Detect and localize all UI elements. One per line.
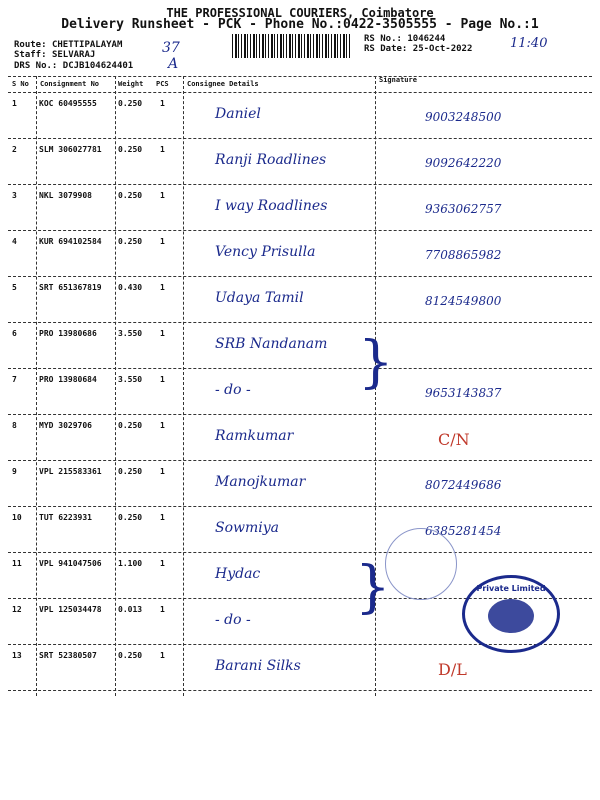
row-pcs: 1 [160,99,165,108]
staff-line [14,50,95,60]
row-divider [8,460,592,461]
row-consignee-name: Daniel [215,106,261,122]
row-sno: 6 [12,329,17,338]
row-pcs: 1 [160,191,165,200]
rs-date-value: 25-Oct-2022 [412,44,473,54]
drs-value: DCJB104624401 [62,61,134,71]
row-consignee-name: Vency Prisulla [215,244,316,260]
row-consignment: TUT 6223931 [39,513,92,522]
staff-value: SELVARAJ [51,50,96,60]
row-sno: 9 [12,467,17,476]
col-divider [36,76,37,696]
row-sno: 2 [12,145,17,154]
row-weight: 0.250 [118,191,143,200]
row-consignment: VPL 941047506 [39,559,102,568]
row-signature-phone: 9653143837 [425,386,502,400]
row-divider [8,322,592,323]
row-signature-phone: 8124549800 [425,294,502,308]
col-header-details: Consignee Details [187,80,259,88]
staff-label: Staff: [14,50,47,60]
row-divider [8,276,592,277]
row-pcs: 1 [160,559,165,568]
row-divider [8,552,592,553]
row-divider [8,506,592,507]
col-header-sno: S No [12,80,29,88]
rs-no-value: 1046244 [407,34,446,44]
row-sno: 1 [12,99,17,108]
handwritten-time: 11:40 [510,36,548,51]
route-label: Route: [14,40,47,50]
row-pcs: 1 [160,145,165,154]
row-weight: 1.100 [118,559,143,568]
handwritten-count: 37 A [162,40,180,72]
company-stamp: Private Limited [462,575,560,653]
drs-label: DRS No.: [14,61,58,71]
rs-no-line [364,34,445,44]
barcode [232,34,352,58]
row-consignment: VPL 215583361 [39,467,102,476]
row-sno: 3 [12,191,17,200]
group-brace: } [358,330,394,395]
row-sno: 8 [12,421,17,430]
row-pcs: 1 [160,237,165,246]
row-pcs: 1 [160,651,165,660]
row-divider [8,414,592,415]
row-weight: 3.550 [118,329,143,338]
row-consignment: PRO 13980686 [39,329,97,338]
row-consignee-name: Hydac [215,566,261,582]
faint-stamp [385,528,457,600]
company-title: THE PROFESSIONAL COURIERS, Coimbatore [166,6,434,20]
col-header-weight: Weight [118,80,144,88]
row-delivery-mark: C/N [438,430,470,449]
row-consignee-name: Barani Silks [215,658,301,674]
row-pcs: 1 [160,605,165,614]
row-signature-phone: 6385281454 [425,524,502,538]
row-consignment: SLM 306027781 [39,145,102,154]
row-weight: 0.250 [118,421,143,430]
row-sno: 10 [12,513,22,522]
row-divider [8,230,592,231]
row-consignment: MYD 3029706 [39,421,92,430]
row-divider [8,138,592,139]
row-weight: 0.013 [118,605,143,614]
table-top-rule [8,76,592,77]
row-sno: 11 [12,559,22,568]
route-value: CHETTIPALAYAM [51,40,123,50]
row-consignment: SRT 651367819 [39,283,102,292]
row-pcs: 1 [160,467,165,476]
row-pcs: 1 [160,375,165,384]
row-weight: 0.250 [118,513,143,522]
row-pcs: 1 [160,421,165,430]
row-consignee-name: - do - [215,612,251,628]
rs-date-line [364,44,472,54]
rs-no-label: RS No.: [364,34,402,44]
route-line [14,40,122,50]
row-divider [8,690,592,691]
row-weight: 0.250 [118,467,143,476]
rs-date-label: RS Date: [364,44,408,54]
row-weight: 0.250 [118,99,143,108]
row-consignee-name: Udaya Tamil [215,290,304,306]
col-divider [183,76,184,696]
row-consignee-name: Sowmiya [215,520,280,536]
col-divider [115,76,116,696]
row-weight: 0.250 [118,145,143,154]
runsheet-title: Delivery Runsheet - PCK - Phone No.:0422-3505555 - Page No.:1 [61,17,539,32]
row-consignment: NKL 3079908 [39,191,92,200]
col-header-signature: Signature [379,76,417,84]
row-consignee-name: - do - [215,382,251,398]
row-sno: 4 [12,237,17,246]
row-signature-phone: 9003248500 [425,110,502,124]
row-sno: 5 [12,283,17,292]
row-sno: 13 [12,651,22,660]
row-weight: 0.250 [118,651,143,660]
row-consignee-name: Manojkumar [215,474,306,490]
row-consignment: SRT 52380507 [39,651,97,660]
group-brace: } [355,555,391,620]
row-consignee-name: I way Roadlines [215,198,328,214]
header-rule [8,92,592,93]
row-delivery-mark: D/L [438,660,467,679]
row-pcs: 1 [160,329,165,338]
row-signature-phone: 9363062757 [425,202,502,216]
drs-line [14,61,133,71]
row-signature-phone: 7708865982 [425,248,502,262]
row-weight: 3.550 [118,375,143,384]
row-consignment: PRO 13980684 [39,375,97,384]
row-consignee-name: Ranji Roadlines [215,152,327,168]
row-consignee-name: Ramkumar [215,428,294,444]
row-consignee-name: SRB Nandanam [215,336,328,352]
row-divider [8,184,592,185]
row-pcs: 1 [160,283,165,292]
row-weight: 0.250 [118,237,143,246]
col-header-pcs: PCS [156,80,169,88]
row-sno: 12 [12,605,22,614]
row-signature-phone: 8072449686 [425,478,502,492]
row-consignment: KUR 694102584 [39,237,102,246]
row-sno: 7 [12,375,17,384]
col-header-consignment: Consignment No [40,80,100,88]
row-consignment: VPL 125034478 [39,605,102,614]
row-pcs: 1 [160,513,165,522]
row-consignment: KOC 60495555 [39,99,97,108]
row-signature-phone: 9092642220 [425,156,502,170]
row-divider [8,368,592,369]
row-weight: 0.430 [118,283,143,292]
